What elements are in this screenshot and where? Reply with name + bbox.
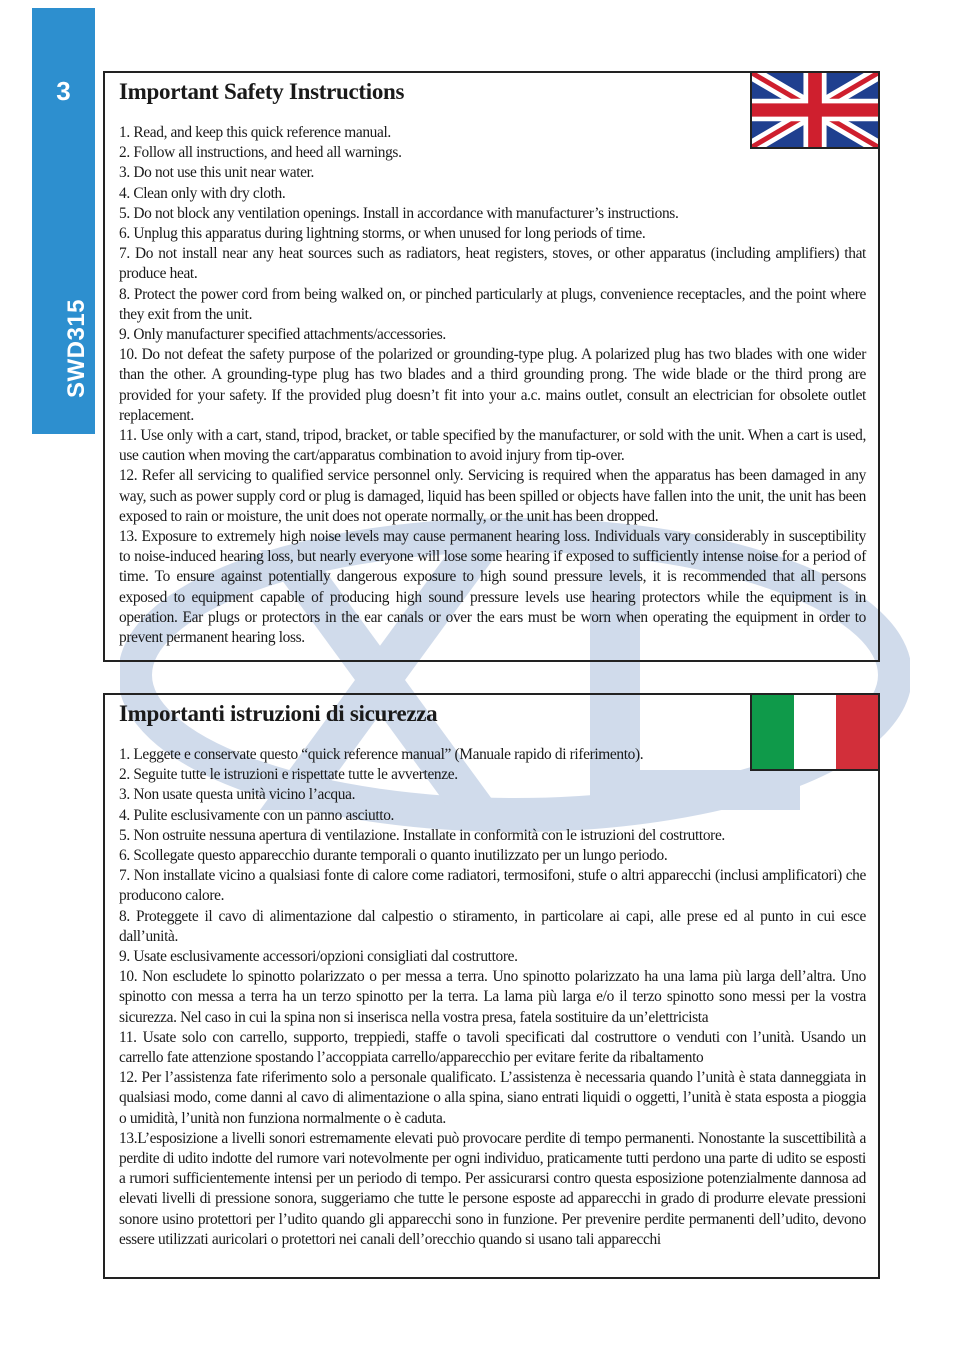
safety-instructions-it (103, 693, 880, 1279)
section-title-en: Important Safety Instructions (119, 79, 405, 104)
list-item: 9. Usate esclusivamente accessori/opzioni consigliati dal costruttore. (119, 948, 518, 966)
list-item: 6. Unplug this apparatus during lightning storms, or when unused for long periods of time. (119, 225, 646, 243)
list-item: 2. Follow all instructions, and heed all warnings. (119, 144, 402, 162)
page-number: 3 (56, 76, 71, 106)
list-item: 12. Per l’assistenza fate riferimento solo a personale qualificato. L’assistenza è necessaria quando l’unità è stata danneggiata in qualsiasi modo, come danni al cavo di alimentazione o alla spina, siano entrati liquidi o oggetti, l’unità è stata esposta a pioggia o umidità, l’unità non funziona normalmente o è caduta. (119, 1069, 866, 1127)
model-label: SWD315 (63, 298, 90, 398)
instruction-list-en (119, 123, 866, 648)
list-item: 6. Scollegate questo apparecchio durante temporali o quanto inutilizzato per un lungo periodo. (119, 847, 668, 865)
list-item: 10. Do not defeat the safety purpose of the polarized or grounding-type plug. A polarized plug has two blades with one wider than the other. A grounding-type plug has two blades and a third grounding prong. The wide blade or the third prong are provided for your safety. If the provided plug doesn’t fit into your a.c. mains outlet, consult an electrician for obsolete outlet replacement. (119, 346, 866, 424)
section-title-it: Importanti istruzioni di sicurezza (119, 701, 438, 726)
list-item: 4. Clean only with dry cloth. (119, 184, 286, 202)
list-item: 3. Non usate questa unità vicino l’acqua. (119, 786, 356, 804)
list-item: 1. Leggete e conservate questo “quick reference manual” (Manuale rapido di riferimento). (119, 746, 644, 763)
list-item: 7. Non installate vicino a qualsiasi fonte di calore come radiatori, termosifoni, stufe o altri apparecchi (inclusi amplificatori) che producono calore. (119, 867, 866, 905)
side-tab (32, 8, 95, 434)
list-item: 3. Do not use this unit near water. (119, 164, 315, 182)
list-item: 4. Pulite esclusivamente con un panno asciutto. (119, 806, 395, 824)
list-item: 13. Exposure to extremely high noise levels may cause permanent hearing loss. Individuals vary considerably in susceptibility to noise-induced hearing loss, but nearly everyone will lose some hearing if exposed to sufficiently intense noise for a period of time. To ensure against potentially dangerous exposure to high sound pressure levels, it is recommended that all persons exposed to equipment capable of producing high sound pressure levels use hearing protectors while the equipment is in operation. Ear plugs or protectors in the ear canals or over the ears must be worn when operating the equipment in order to prevent permanent hearing loss. (119, 528, 866, 647)
list-item: 5. Do not block any ventilation openings. Install in accordance with manufacturer’s instructions. (119, 204, 679, 222)
instruction-list-it (119, 745, 866, 1250)
list-item: 9. Only manufacturer specified attachments/accessories. (119, 326, 446, 344)
list-item: 13.L’esposizione a livelli sonori estremamente elevati può provocare perdite di tempo permanenti. Nonostante la suscettibilità a perdite di udito indotte del rumore vari notevolmente per ogni individuo, praticamente tutti perdono una parte di udito se esposti a rumori sufficientemente intensi per un periodo di tempo. Per assicurarsi contro questa esposizione potenzialmente dannosa ad elevati livelli di pressione sonora, suggeriamo che tutte le persone esposte ad apparecchi in grado di produrre elevate pressioni sonore usino protettori per l’udito quando gli apparecchi sono in funzione. Per prevenire perdite permanenti dell’udito, devono essere utilizzati auricolari o protettori nei canali dell’orecchio quando si usano tali apparecchi (119, 1129, 866, 1248)
list-item: 11. Usate solo con carrello, supporto, treppiedi, staffe o tavoli specificati dal costruttore o venduti con l’unità. Usando un carrello fate attenzione spostando l’accoppiata carrello/apparecchio per evitare ferite da ribaltamento (119, 1028, 866, 1067)
list-item: 7. Do not install near any heat sources such as radiators, heat registers, stoves, or other apparatus (including amplifiers) that produce heat. (119, 245, 866, 283)
safety-instructions-en (103, 71, 880, 662)
list-item: 10. Non escludete lo spinotto polarizzato o per messa a terra. Uno spinotto polarizzato ha una lama più larga dell’altra. Uno spinotto con messa a terra ha un terzo spinotto per la terra. La lama più larga e/o il terzo spinotto sono messi per la vostra sicurezza. Nel caso in cui la spina non si inserisca nella vostra presa, fatela sostituire da un’elettricista (119, 968, 866, 1026)
list-item: 11. Use only with a cart, stand, tripod, bracket, or table specified by the manufacturer, or sold with the unit. When a cart is used, use caution when moving the cart/apparatus combination to avoid injury from tip-over. (119, 427, 866, 465)
list-item: 5. Non ostruite nessuna apertura di ventilazione. Installate in conformità con le istruzioni del costruttore. (119, 826, 725, 844)
list-item: 8. Protect the power cord from being walked on, or pinched particularly at plugs, convenience receptacles, and the point where they exit from the unit. (119, 285, 866, 323)
list-item: 12. Refer all servicing to qualified service personnel only. Servicing is required when the apparatus has been damaged in any way, such as power supply cord or plug is damaged, liquid has been spilled or objects have fallen into the unit, the unit has been exposed to rain or moisture, the unit does not operate normally, or the unit has been dropped. (119, 467, 866, 525)
list-item: 1. Read, and keep this quick reference manual. (119, 124, 391, 141)
list-item: 2. Seguite tutte le istruzioni e rispettate tutte le avvertenze. (119, 766, 458, 784)
list-item: 8. Proteggete il cavo di alimentazione dal calpestio o stiramento, in particolare ai capi, alle prese ed al punto in cui esce dall’unità. (119, 907, 866, 945)
